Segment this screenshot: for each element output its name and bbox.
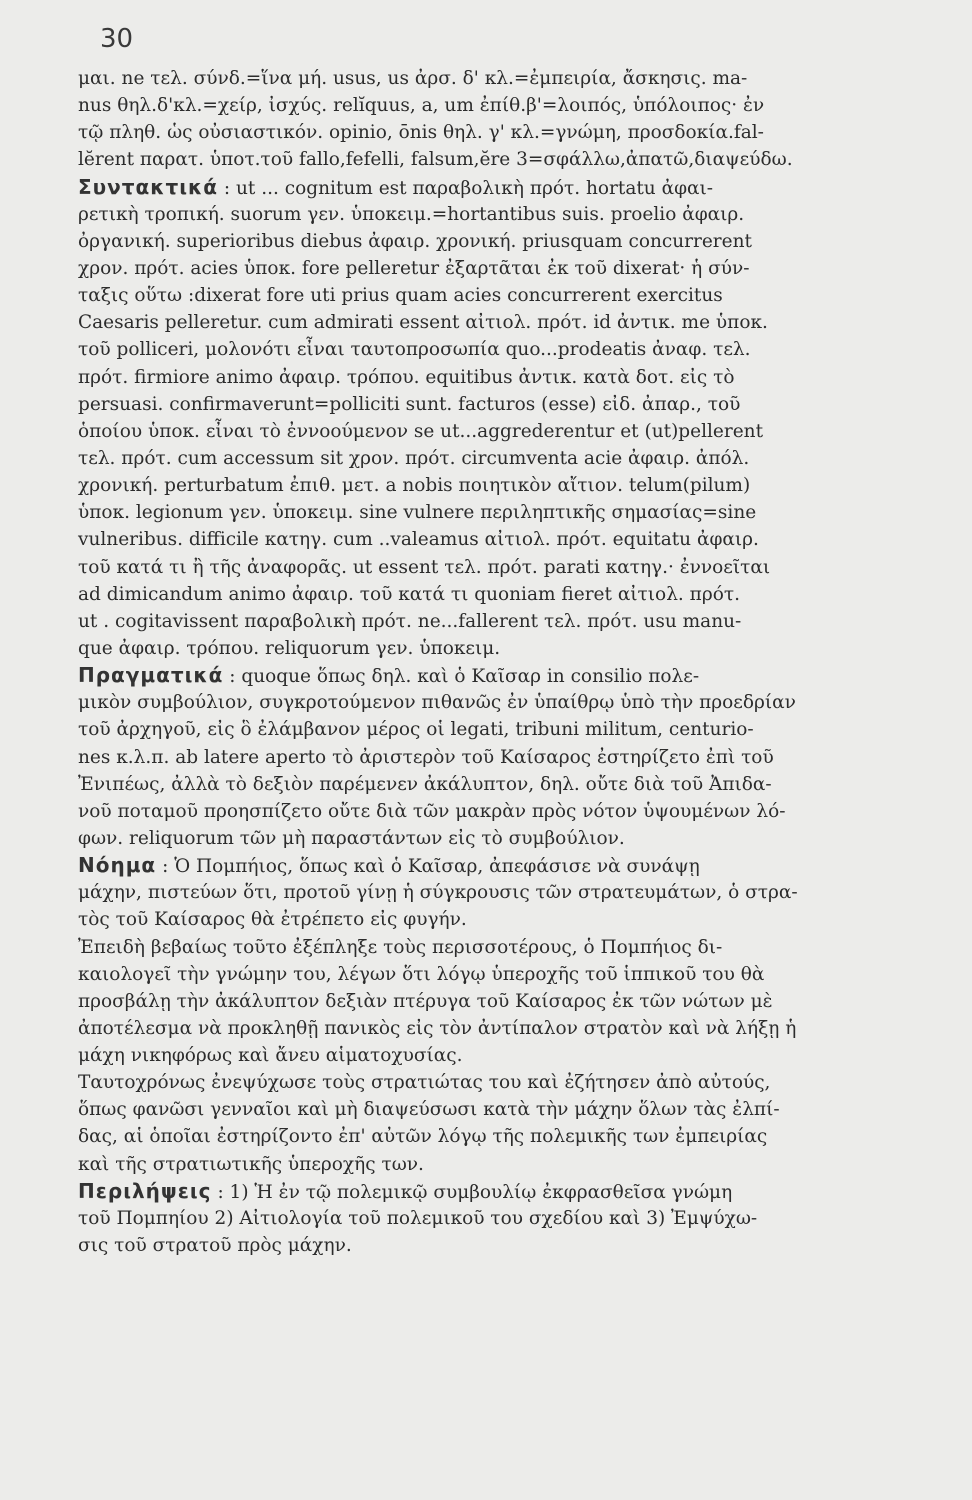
line-text: : 1) Ἡ ἐν τῷ πολεμικῷ συμβουλίῳ ἐκφρασθεῖσα γνώμη	[217, 1181, 733, 1203]
pragmatika-section	[78, 662, 964, 852]
text-line: τοῦ polliceri, μολονότι εἶναι ταυτοπροσωπία quo...prodeatis ἀναφ. τελ.	[78, 339, 751, 361]
text-line: ὅπως φανῶσι γενναῖοι καὶ μὴ διαψεύσωσι κατὰ τὴν μάχην ὅλων τὰς ἐλπί-	[78, 1099, 780, 1121]
section-heading-perilipseis: Περιλήψεις	[78, 1178, 212, 1203]
vocabulary-paragraph	[78, 65, 964, 174]
page-text	[78, 65, 964, 1259]
text-line	[78, 852, 964, 879]
noima-section	[78, 852, 964, 1178]
text-line: νοῦ ποταμοῦ προησπίζετο οὔτε διὰ τῶν μακρὰν πρὸς νότον ὑψουμένων λό-	[78, 800, 786, 822]
text-line: que ἀφαιρ. τρόπου. reliquorum γεν. ὑποκειμ.	[78, 637, 501, 659]
text-line: μάχη νικηφόρως καὶ ἄνευ αἱματοχυσίας.	[78, 1045, 463, 1067]
text-line: Ἐπειδὴ βεβαίως τοῦτο ἐξέπληξε τοὺς περισσοτέρους, ὁ Πομπήιος δι-	[78, 936, 723, 958]
text-line: nes κ.λ.π. ab latere aperto τὸ ἀριστερὸν τοῦ Καίσαρος ἐστηρίζετο ἐπὶ τοῦ	[78, 746, 774, 768]
text-line: Caesaris pelleretur. cum admirati essent αἰτιολ. πρότ. id ἀντικ. me ὑποκ.	[78, 312, 768, 334]
text-line: vulneribus. difficile κατηγ. cum ..valeamus αἰτιολ. πρότ. equitatu ἀφαιρ.	[78, 529, 759, 551]
text-line: ταξις οὕτω :dixerat fore uti prius quam acies concurrerent exercitus	[78, 285, 723, 307]
line-text: : quoque ὅπως δηλ. καὶ ὁ Καῖσαρ in consilio πολε-	[229, 666, 700, 688]
text-line: Ταυτοχρόνως ἐνεψύχωσε τοὺς στρατιώτας του καὶ ἐζήτησεν ἀπὸ αὐτούς,	[78, 1072, 771, 1094]
page-number: 30	[100, 24, 134, 54]
text-line: persuasi. confirmaverunt=polliciti sunt. facturos (esse) εἰδ. ἀπαρ., τοῦ	[78, 393, 741, 415]
text-line: ὁποίου ὑποκ. εἶναι τὸ ἐννοούμενον se ut...aggrederentur et (ut)pellerent	[78, 420, 763, 442]
line-text: : ut ... cognitum est παραβολικὴ πρότ. hortatu ἀφαι-	[223, 177, 714, 199]
syntaktika-section	[78, 174, 964, 663]
text-line: τοῦ Πομπηίου 2) Αἰτιολογία τοῦ πολεμικοῦ του σχεδίου καὶ 3) Ἐμψύχω-	[78, 1207, 758, 1229]
text-line: σις τοῦ στρατοῦ πρὸς μάχην.	[78, 1235, 352, 1257]
text-line: καὶ τῆς στρατιωτικῆς ὑπεροχῆς των.	[78, 1153, 424, 1175]
text-line	[78, 662, 964, 689]
text-line: χρονική. perturbatum ἐπιθ. μετ. a nobis ποιητικὸν αἴτιον. telum(pilum)	[78, 475, 751, 497]
text-line	[78, 174, 964, 201]
text-line: τὸς τοῦ Καίσαρος θὰ ἐτρέπετο εἰς φυγήν.	[78, 909, 467, 931]
text-line: τοῦ κατά τι ἢ τῆς ἀναφορᾶς. ut essent τελ. πρότ. parati κατηγ.· ἐννοεῖται	[78, 556, 771, 578]
text-line: lĕrent παρατ. ὑποτ.τοῦ fallo,fefelli, falsum,ĕre 3=σφάλλω,ἀπατῶ,διαψεύδω.	[78, 149, 793, 171]
text-line: ὑποκ. legionum γεν. ὑποκειμ. sine vulnere περιληπτικῆς σημασίας=sine	[78, 502, 757, 524]
section-heading-syntaktika: Συντακτικά	[78, 174, 219, 199]
text-line: προσβάλῃ τὴν ἀκάλυπτον δεξιὰν πτέρυγα τοῦ Καίσαρος ἐκ τῶν νώτων μὲ	[78, 990, 773, 1012]
line-text: : Ὁ Πομπήιος, ὅπως καὶ ὁ Καῖσαρ, ἀπεφάσισε νὰ συνάψῃ	[162, 856, 700, 878]
text-line: nus θηλ.δ'κλ.=χείρ, ἰσχύς. relĭquus, a, um ἐπίθ.β'=λοιπός, ὑπόλοιπος· ἐν	[78, 95, 765, 117]
text-line: ὀργανική. superioribus diebus ἀφαιρ. χρονική. priusquam concurrerent	[78, 230, 752, 252]
text-line: τῷ πληθ. ὡς οὐσιαστικόν. opinio, ōnis θηλ. γ' κλ.=γνώμη, προσδοκία.fal-	[78, 122, 764, 144]
text-line: τοῦ ἀρχηγοῦ, εἰς ὃ ἐλάμβανον μέρος οἱ legati, tribuni militum, centurio-	[78, 719, 754, 741]
text-line: δας, αἱ ὁποῖαι ἐστηρίζοντο ἐπ' αὐτῶν λόγῳ τῆς πολεμικῆς των ἐμπειρίας	[78, 1126, 768, 1148]
text-line: πρότ. firmiore animo ἀφαιρ. τρόπου. equitibus ἀντικ. κατὰ δοτ. εἰς τὸ	[78, 366, 735, 388]
text-line: Ἐνιπέως, ἀλλὰ τὸ δεξιὸν παρέμενεν ἀκάλυπτον, δηλ. οὔτε διὰ τοῦ Ἀπιδα-	[78, 773, 772, 795]
text-line: μάχην, πιστεύων ὅτι, προτοῦ γίνῃ ἡ σύγκρουσις τῶν στρατευμάτων, ὁ στρα-	[78, 882, 798, 904]
text-line: ad dimicandum animo ἀφαιρ. τοῦ κατά τι quoniam fieret αἰτιολ. πρότ.	[78, 583, 740, 605]
section-heading-pragmatika: Πραγματικά	[78, 663, 224, 688]
text-line: ut . cogitavissent παραβολικὴ πρότ. ne...fallerent τελ. πρότ. usu manu-	[78, 610, 742, 632]
text-line: τελ. πρότ. cum accessum sit χρον. πρότ. circumventa acie ἀφαιρ. ἀπόλ.	[78, 447, 750, 469]
text-line: καιολογεῖ τὴν γνώμην του, λέγων ὅτι λόγῳ ὑπεροχῆς τοῦ ἱππικοῦ του θὰ	[78, 963, 765, 985]
text-line: φων. reliquorum τῶν μὴ παραστάντων εἰς τὸ συμβούλιον.	[78, 827, 625, 849]
perilipseis-section	[78, 1178, 964, 1259]
text-line: μικὸν συμβούλιον, συγκροτούμενον πιθανῶς ἐν ὑπαίθρῳ ὑπὸ τὴν προεδρίαν	[78, 692, 796, 714]
text-line	[78, 1178, 964, 1205]
text-line: μαι. ne τελ. σύνδ.=ἵνα μή. usus, us ἀρσ. δ' κλ.=ἐμπειρία, ἄσκησις. ma-	[78, 68, 748, 89]
text-line: χρον. πρότ. acies ὑποκ. fore pelleretur ἐξαρτᾶται ἐκ τοῦ dixerat· ἡ σύν-	[78, 257, 750, 279]
text-line: ἀποτέλεσμα νὰ προκληθῇ πανικὸς εἰς τὸν ἀντίπαλον στρατὸν καὶ νὰ λήξῃ ἡ	[78, 1017, 797, 1039]
section-heading-noima: Νόημα	[78, 853, 157, 878]
text-line: ρετικὴ τροπική. suorum γεν. ὑποκειμ.=hortantibus suis. proelio ἀφαιρ.	[78, 203, 745, 225]
